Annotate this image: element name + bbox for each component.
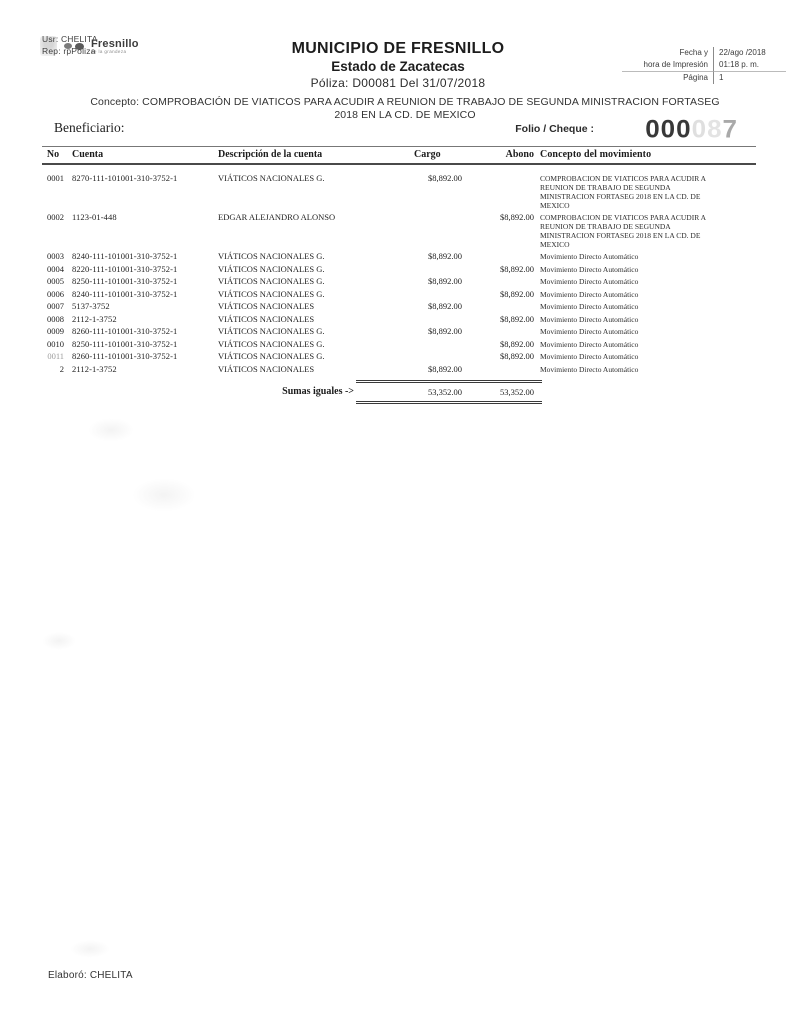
table-row xyxy=(42,340,756,350)
page-title: MUNICIPIO DE FRESNILLO xyxy=(291,40,505,57)
cell-cargo: $8,892.00 xyxy=(428,326,462,336)
cell-no: 0009 xyxy=(47,326,64,336)
cell-abono: $8,892.00 xyxy=(500,351,534,361)
cell-concepto: COMPROBACION DE VIATICOS PARA ACUDIR A REUNION DE TRABAJO DE SEGUNDA MINISTRACION FORTASEG 2018 EN LA CD. DE MEXICO xyxy=(540,174,706,210)
cell-descripcion: VIÁTICOS NACIONALES G. xyxy=(218,351,325,361)
cell-descripcion: VIÁTICOS NACIONALES G. xyxy=(218,338,325,349)
cell-no: 0007 xyxy=(47,301,64,311)
table-row xyxy=(42,315,756,325)
print-info-label: Fecha y xyxy=(622,47,714,59)
cell-descripcion: VIÁTICOS NACIONALES G. xyxy=(218,276,325,286)
cell-cuenta: 8220-111-101001-310-3752-1 xyxy=(72,263,178,274)
column-header-cuenta: Cuenta xyxy=(72,149,104,160)
folio-stamp-digit: 8 xyxy=(707,114,723,144)
cell-cuenta: 5137-3752 xyxy=(72,301,110,311)
cell-cuenta: 8250-111-101001-310-3752-1 xyxy=(72,338,178,349)
print-info-label: hora de Impresión xyxy=(622,59,714,72)
poliza-line: Póliza: D00081 Del 31/07/2018 xyxy=(310,76,486,90)
table-row xyxy=(42,213,756,249)
brand-tagline: de la grandeza xyxy=(91,49,127,54)
cell-concepto: Movimiento Directo Automático xyxy=(540,264,639,274)
cell-no: 0001 xyxy=(47,173,64,183)
cell-abono: $8,892.00 xyxy=(500,212,534,222)
user-line: Usr: CHELITA xyxy=(42,34,98,44)
cell-concepto: Movimiento Directo Automático xyxy=(540,314,639,324)
cell-descripcion: VIÁTICOS NACIONALES xyxy=(218,301,315,311)
scan-smudge xyxy=(88,418,134,442)
page-number: 1 xyxy=(719,73,724,82)
cell-abono: $8,892.00 xyxy=(500,338,534,349)
table-row xyxy=(42,365,756,375)
folio-cheque-label: Folio / Cheque : xyxy=(515,123,594,135)
cell-cuenta: 8250-111-101001-310-3752-1 xyxy=(72,276,178,286)
cell-concepto: COMPROBACION DE VIATICOS PARA ACUDIR A REUNION DE TRABAJO DE SEGUNDA MINISTRACION FORTASEG 2018 EN LA CD. DE MEXICO xyxy=(540,213,706,249)
cell-no: 0005 xyxy=(47,276,64,286)
cell-no: 0008 xyxy=(47,313,64,324)
cell-cuenta: 8240-111-101001-310-3752-1 xyxy=(72,288,178,299)
cell-descripcion: VIÁTICOS NACIONALES G. xyxy=(218,173,325,183)
elaboro-line: Elaboró: CHELITA xyxy=(48,970,133,981)
totals-rule-top xyxy=(356,380,542,383)
totals-label: Sumas iguales -> xyxy=(282,386,354,397)
cell-cargo: $8,892.00 xyxy=(428,301,462,311)
column-header-abono: Abono xyxy=(505,149,534,160)
cell-cargo: $8,892.00 xyxy=(428,173,462,183)
cell-cargo: $8,892.00 xyxy=(428,363,462,374)
table-row xyxy=(42,277,756,287)
brand-name: Fresnillo xyxy=(91,38,139,50)
folio-stamp-digit: 7 xyxy=(722,114,738,144)
cell-no: 0010 xyxy=(47,338,64,349)
cell-cuenta: 2112-1-3752 xyxy=(72,363,117,374)
cell-cargo: $8,892.00 xyxy=(428,276,462,286)
beneficiario-row xyxy=(42,114,756,144)
cell-descripcion: VIÁTICOS NACIONALES xyxy=(218,363,315,374)
print-info-label: Página xyxy=(622,72,714,84)
cell-descripcion: VIÁTICOS NACIONALES G. xyxy=(218,263,325,274)
totals-rule-bottom xyxy=(356,401,542,404)
column-header-cargo: Cargo xyxy=(414,149,441,160)
table-row xyxy=(42,352,756,362)
report-line: Rep: rpPoliza xyxy=(42,46,96,56)
folio-stamp-digit: 0 xyxy=(691,114,708,144)
cell-no: 0011 xyxy=(47,351,64,361)
cell-cuenta: 8260-111-101001-310-3752-1 xyxy=(72,351,178,361)
cell-abono: $8,892.00 xyxy=(500,313,534,324)
table-row xyxy=(42,302,756,312)
totals-row xyxy=(42,380,756,404)
cell-descripcion: VIÁTICOS NACIONALES G. xyxy=(218,326,325,336)
cell-cuenta: 8270-111-101001-310-3752-1 xyxy=(72,173,178,183)
cell-concepto: Movimiento Directo Automático xyxy=(540,352,639,361)
totals-cargo: 53,352.00 xyxy=(428,386,462,397)
cell-no: 2 xyxy=(59,363,64,374)
cell-cuenta: 1123-01-448 xyxy=(72,212,117,222)
print-time: 01:18 p. m. xyxy=(714,59,786,72)
folio-stamp-digit: 000 xyxy=(645,114,692,144)
movements-table xyxy=(42,146,756,404)
cell-cuenta: 8240-111-101001-310-3752-1 xyxy=(72,251,178,261)
cell-cuenta: 8260-111-101001-310-3752-1 xyxy=(72,326,178,336)
cell-descripcion: VIÁTICOS NACIONALES G. xyxy=(218,288,325,299)
table-header xyxy=(42,146,756,165)
scan-smudge xyxy=(42,632,76,650)
table-row xyxy=(42,174,756,210)
cell-descripcion: VIÁTICOS NACIONALES G. xyxy=(218,251,325,261)
cell-abono: $8,892.00 xyxy=(500,288,534,299)
cell-descripcion: EDGAR ALEJANDRO ALONSO xyxy=(218,212,336,222)
column-header-concepto: Concepto del movimiento xyxy=(540,149,652,160)
column-header-descripcion: Descripción de la cuenta xyxy=(218,149,323,160)
cell-no: 0002 xyxy=(47,212,64,222)
page-subtitle: Estado de Zacatecas xyxy=(331,59,465,74)
concepto-line: Concepto: COMPROBACIÓN DE VIATICOS PARA ACUDIR A REUNION DE TRABAJO DE SEGUNDA MINISTRACION FORTASEG 2018 EN LA CD. DE MEXICO xyxy=(90,96,720,121)
table-row xyxy=(42,252,756,262)
cell-no: 0003 xyxy=(47,251,64,261)
table-body xyxy=(42,165,756,374)
column-header-no: No xyxy=(46,149,60,160)
cell-concepto: Movimiento Directo Automático xyxy=(540,339,639,349)
cell-concepto: Movimiento Directo Automático xyxy=(540,277,639,286)
cell-descripcion: VIÁTICOS NACIONALES xyxy=(218,313,315,324)
cell-no: 0004 xyxy=(47,263,64,274)
cell-concepto: Movimiento Directo Automático xyxy=(540,327,639,336)
cell-cargo: $8,892.00 xyxy=(428,251,462,261)
totals-abono: 53,352.00 xyxy=(500,386,534,397)
cell-no: 0006 xyxy=(47,288,64,299)
cell-concepto: Movimiento Directo Automático xyxy=(540,364,639,374)
cell-concepto: Movimiento Directo Automático xyxy=(540,302,639,311)
print-info xyxy=(622,47,786,84)
cell-cuenta: 2112-1-3752 xyxy=(72,313,117,324)
beneficiario-label: Beneficiario: xyxy=(54,120,125,135)
cell-concepto: Movimiento Directo Automático xyxy=(540,252,639,261)
folio-stamp xyxy=(645,115,738,144)
table-row xyxy=(42,327,756,337)
cell-concepto: Movimiento Directo Automático xyxy=(540,289,639,299)
table-row xyxy=(42,290,756,300)
table-row xyxy=(42,265,756,275)
print-date: 22/ago /2018 xyxy=(719,48,766,57)
scan-smudge xyxy=(70,940,110,958)
cell-abono: $8,892.00 xyxy=(500,263,534,274)
scan-smudge xyxy=(132,478,196,512)
